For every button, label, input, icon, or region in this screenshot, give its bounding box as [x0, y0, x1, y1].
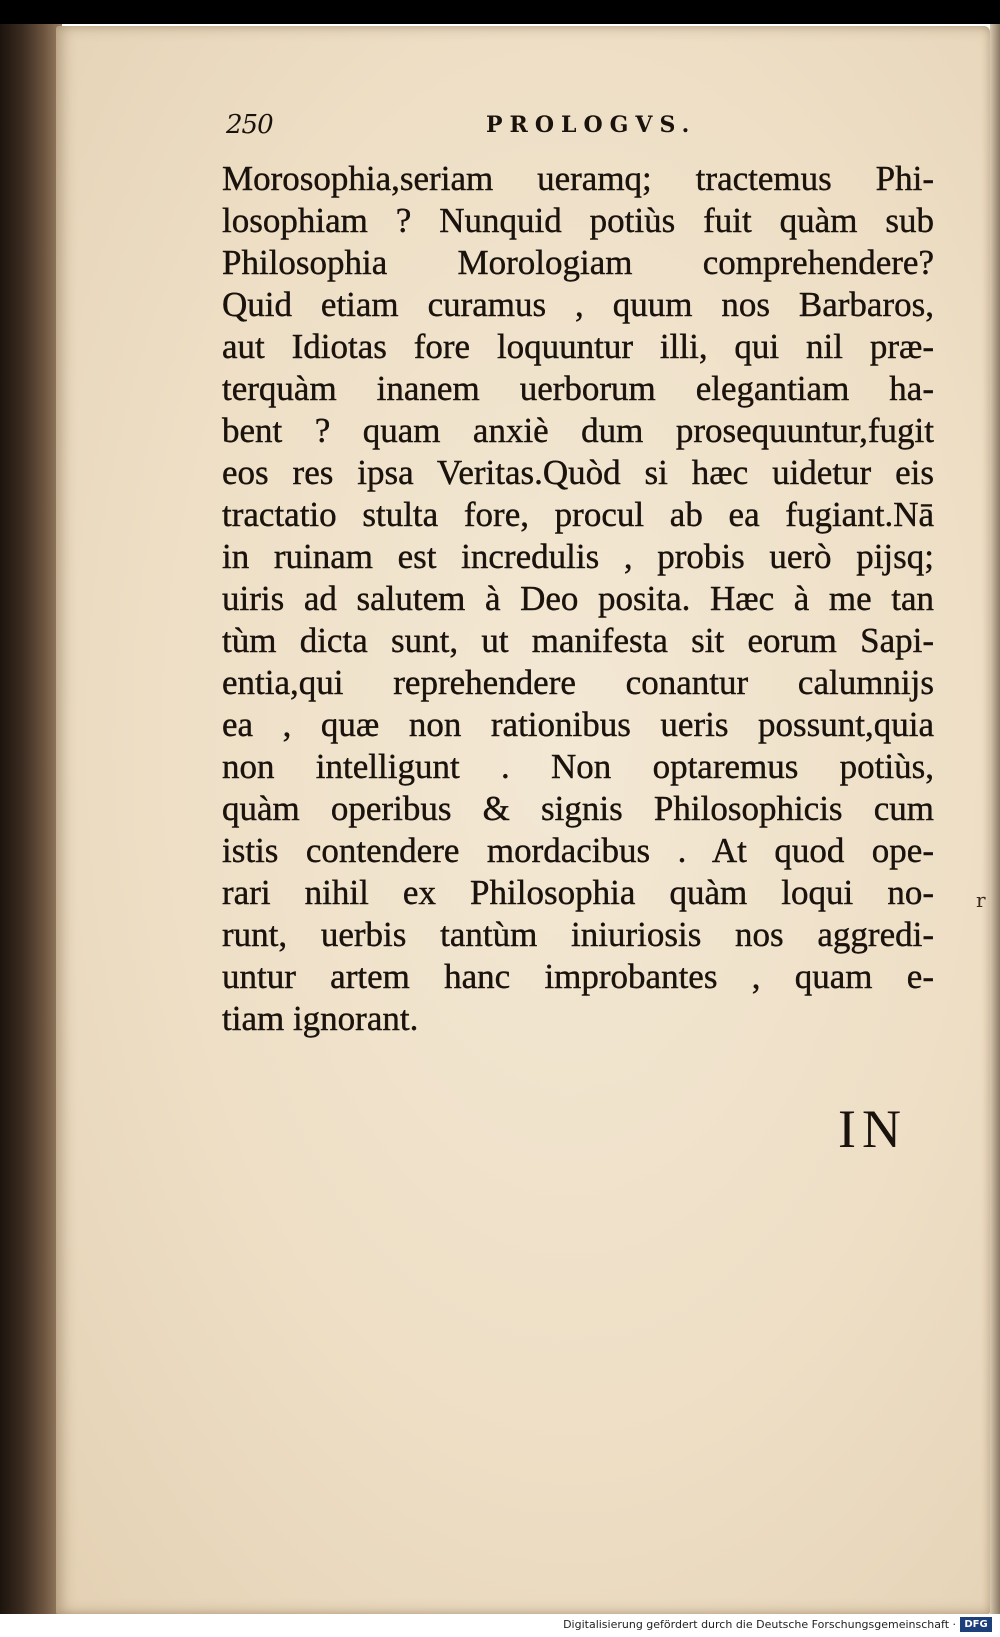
text-line: bent ? quam anxiè dum prosequuntur,fugit	[222, 411, 934, 450]
text-line: tractatio stulta fore, procul ab ea fugiant.Nā	[222, 495, 934, 534]
body-text	[222, 158, 934, 1040]
text-line: runt, uerbis tantùm iniuriosis nos aggredi-	[222, 915, 934, 954]
text-line: uiris ad salutem à Deo posita. Hæc à me tan	[222, 579, 934, 618]
text-line: losophiam ? Nunquid potiùs fuit quàm sub	[222, 201, 934, 240]
text-line: Philosophia Morologiam comprehendere?	[222, 243, 934, 282]
text-line: untur artem hanc improbantes , quam e-	[222, 957, 934, 996]
text-line: quàm operibus & signis Philosophicis cum	[222, 789, 934, 828]
text-line: ea , quæ non rationibus ueris possunt,quia	[222, 705, 934, 744]
text-line: terquàm inanem uerborum elegantiam ha-	[222, 369, 934, 408]
text-line: rari nihil ex Philosophia quàm loqui no-	[222, 873, 934, 912]
text-line: aut Idiotas fore loquuntur illi, qui nil præ-	[222, 327, 934, 366]
funding-credit: Digitalisierung gefördert durch die Deutsche Forschungsgemeinschaft ·	[563, 1618, 956, 1631]
text-line: Morosophia,seriam ueramq; tractemus Phi-	[222, 159, 934, 198]
text-line: tùm dicta sunt, ut manifesta sit eorum Sapi-	[222, 621, 934, 660]
scan-top-border	[0, 0, 1000, 24]
margin-mark: r	[976, 888, 986, 912]
book-binding-edge	[0, 24, 62, 1614]
running-head-title: PROLOGVS.	[486, 112, 697, 138]
book-fore-edge	[990, 24, 1000, 1614]
dfg-logo-icon: DFG	[960, 1617, 992, 1632]
text-line: eos res ipsa Veritas.Quòd si hæc uidetur eis	[222, 453, 934, 492]
text-line: Quid etiam curamus , quum nos Barbaros,	[222, 285, 934, 324]
footer	[0, 1614, 1000, 1637]
text-line: tiam ignorant.	[222, 999, 419, 1038]
text-line: in ruinam est incredulis , probis uerò pijsq;	[222, 537, 934, 576]
catchword: IN	[838, 1099, 907, 1159]
running-head	[226, 104, 746, 144]
text-line: entia,qui reprehendere conantur calumnijs	[222, 663, 934, 702]
page-number: 250	[226, 110, 273, 140]
text-line: non intelligunt . Non optaremus potiùs,	[222, 747, 934, 786]
text-line: istis contendere mordacibus . At quod ope-	[222, 831, 934, 870]
